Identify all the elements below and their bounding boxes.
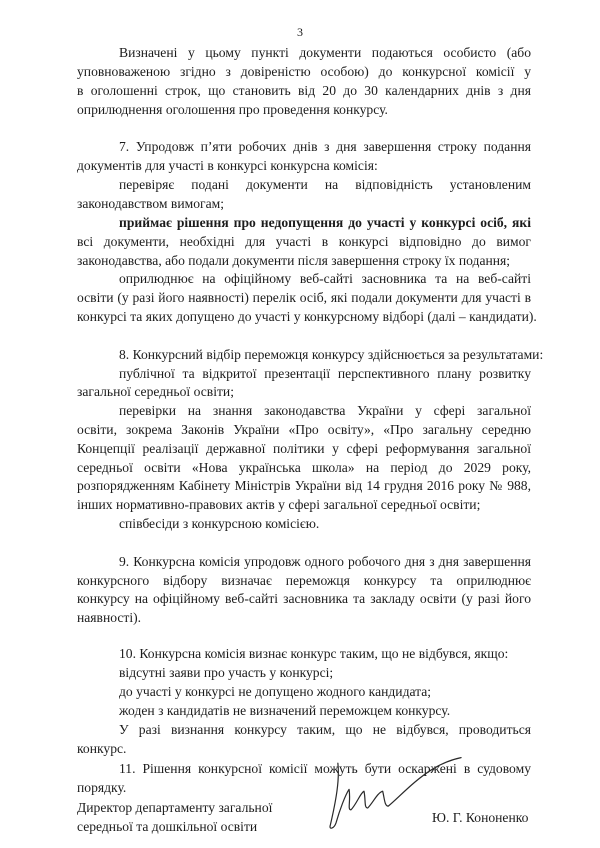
- text-line: інших нормативно-правових актів у сфері загальної середньої освіти;: [77, 497, 481, 512]
- text-line: жоден з кандидатів не визначений переможцем конкурсу.: [119, 703, 451, 718]
- text-line: 10. Конкурсна комісія визнає конкурс таким, що не відбувся, якщо:: [119, 646, 509, 661]
- text-line: документів для участі в конкурсі конкурсна комісія:: [77, 158, 378, 173]
- signatory-name: Ю. Г. Кононенко: [432, 810, 529, 825]
- text-line: освіти, зокрема Законів України «Про освіту», «Про загальну середню: [77, 422, 531, 437]
- text-line: конкурсі та яких допущено до участі у конкурсному відборі (далі – кандидати).: [77, 309, 537, 324]
- text-line: 9. Конкурсна комісія упродовж одного робочого дня з дня завершення: [119, 554, 531, 569]
- text-line: 11. Рішення конкурсної комісії можуть бути оскаржені в судовому: [119, 761, 531, 776]
- text-line: конкурсного відбору визначає переможця конкурсу та оприлюднює: [77, 573, 531, 588]
- text-line: порядку.: [77, 780, 127, 795]
- text-line: в оголошенні строк, що становить від 20 до 30 календарних днів з дня: [77, 83, 531, 98]
- text-line: наявності).: [77, 610, 142, 625]
- text-line: приймає рішення про недопущення до участі у конкурсі осіб, які: [119, 215, 531, 230]
- text-line: законодавства, або подали документи після завершення строку їх подання;: [77, 253, 511, 268]
- text-line: середньої освіти «Нова українська школа» на період до 2029 року,: [77, 460, 531, 475]
- text-line: У разі визнання конкурсу таким, що не відбувся, проводиться: [119, 722, 531, 737]
- text-line: освіти (у разі його наявності) перелік осіб, які подали документи для участі в: [77, 290, 531, 305]
- text-line: перевірки на знання законодавства України у сфері загальної: [119, 403, 531, 418]
- text-line: загальної середньої освіти;: [77, 384, 234, 399]
- text-line: законодавством вимогам;: [77, 196, 225, 211]
- text-line: оприлюднює на офіційному веб-сайті засновника та на веб-сайті: [119, 271, 531, 286]
- text-line: публічної та відкритої презентації перспективного плану розвитку: [119, 366, 531, 381]
- signatory-title: Директор департаменту загальної: [77, 800, 273, 815]
- text-line: Концепції реалізації державної політики у сфері реформування загальної: [77, 441, 531, 456]
- text-line: перевіряє подані документи на відповідність установленим: [119, 177, 531, 192]
- text-line: 7. Упродовж п’яти робочих днів з дня завершення строку подання: [119, 139, 531, 154]
- text-line: відсутні заяви про участь у конкурсі;: [119, 665, 334, 680]
- text-line: Визначені у цьому пункті документи подаються особисто (або: [119, 45, 531, 60]
- text-line: конкурсу на офіційному веб-сайті засновника та закладу освіти (у разі його: [77, 591, 531, 606]
- text-line: конкурс.: [77, 741, 127, 756]
- text-line: всі документи, необхідні для участі в конкурсі відповідно до вимог: [77, 234, 531, 249]
- text-line: уповноваженою згідно з довіреністю особою) до конкурсної комісії у: [77, 64, 531, 79]
- signatory-title: середньої та дошкільної освіти: [77, 819, 258, 834]
- text-line: співбесіди з конкурсною комісією.: [119, 516, 320, 531]
- text-line: 8. Конкурсний відбір переможця конкурсу здійснюється за результатами:: [119, 347, 544, 362]
- page-number: 3: [297, 25, 303, 39]
- text-line: розпорядженням Кабінету Міністрів України від 14 грудня 2016 року № 988,: [77, 478, 531, 493]
- text-line: оприлюднення оголошення про проведення конкурсу.: [77, 102, 388, 117]
- text-line: до участі у конкурсі не допущено жодного кандидата;: [119, 684, 432, 699]
